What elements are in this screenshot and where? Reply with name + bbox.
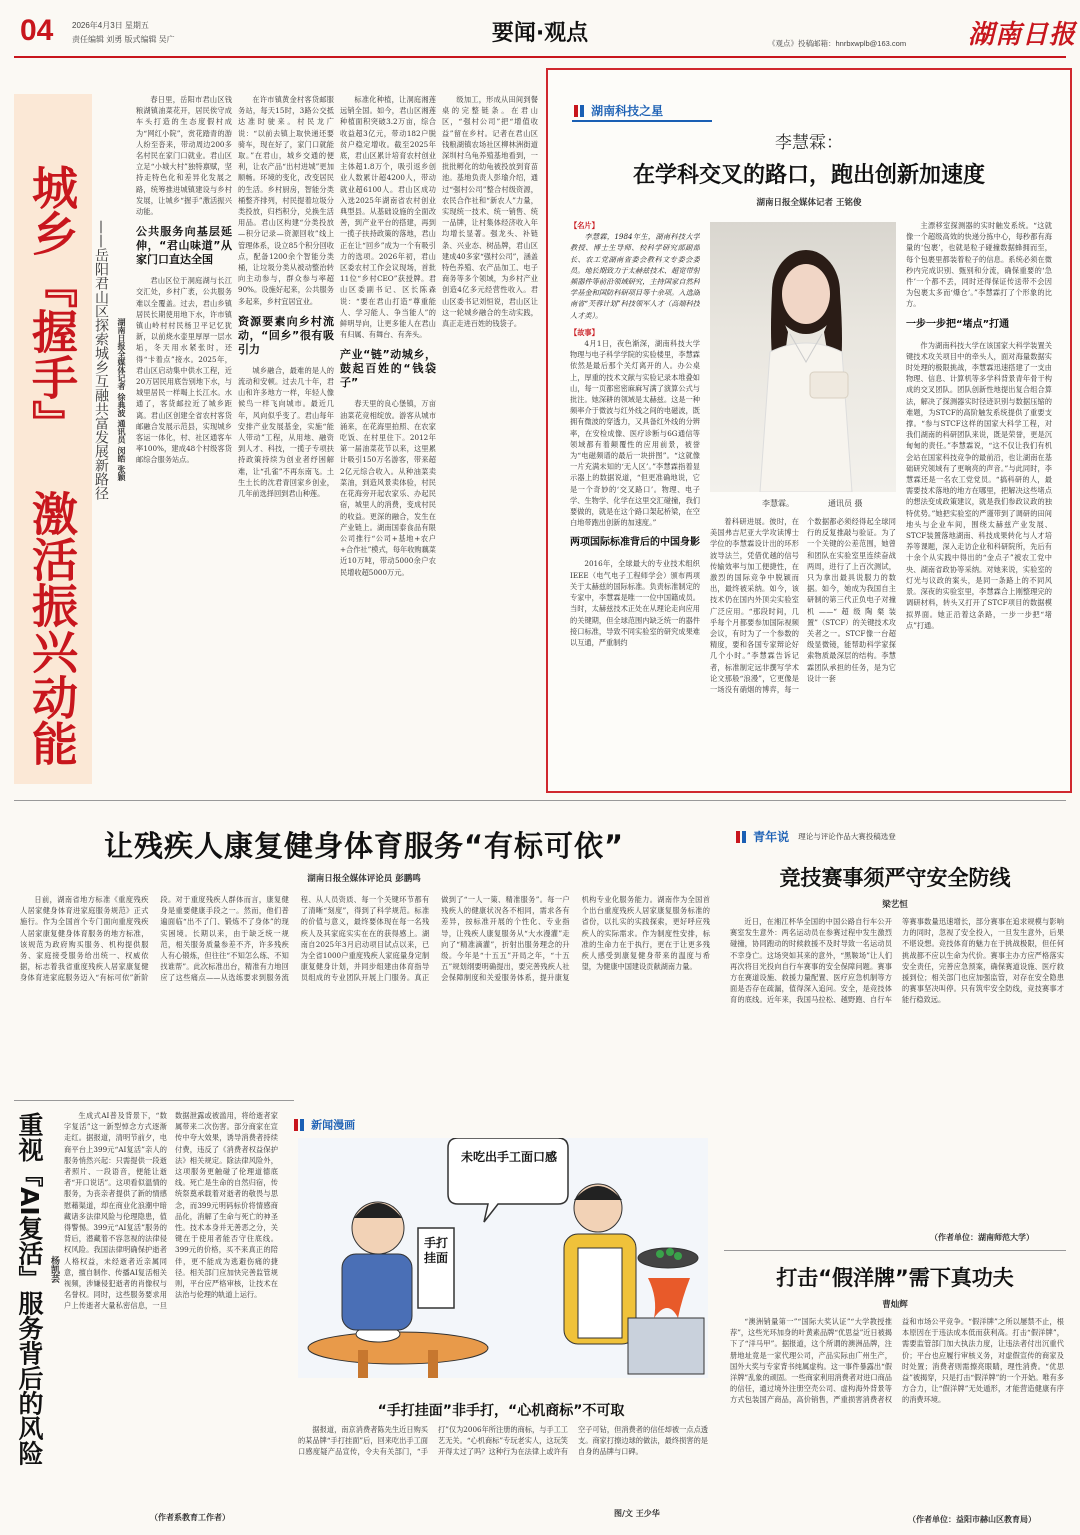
youth-logo-icon xyxy=(734,830,748,844)
story-left-col-2a: 在许市镇黄金村客货邮服务站，每天15时，3路公交抵达准时驶来。村民龙广说：“以前去镇上取快递还要骑车，现在好了，家门口就能取。”在君山，城乡交通的便利，让农产品“出村进城”更加顺畅。环境的变化，改变居民的生活。乡村厨房，智能分类桶整齐排列，村民提着垃圾分类投放，归档积分，兑换生活用品。君山区构建“分类投放—积分记录—资源回收”线上管理体系，设立85个积分回收点，配备1200余个智能分类桶，让垃圾分类从被动整治转向主动参与，群众参与率超90%。设施好起来，公共服务多起来，乡村宜居宜业。 xyxy=(238,95,334,306)
cartoon-illustration xyxy=(298,1138,708,1378)
feature-kicker: 李慧霖： xyxy=(775,133,843,153)
hunan-daily-logo-icon xyxy=(572,104,586,118)
ai-text xyxy=(64,1110,278,1506)
masthead-logo: 湖南日报 xyxy=(968,20,1077,50)
feature-story-d: 主漂移室探测器的实时触发系统。“这就像一个超级高效的快递分拣中心，每秒都有海量的‘包裹’，也就是粒子碰撞数据蜂拥而至，每个包裹里都装着粒子的信息。系统必须在微秒内完成识别、甄别和分流，确保重要的‘急件’一个都不丢，同时还得保证传送带不会因为包裹太多而‘爆仓’。”李慧霖打了个形象的比方。 xyxy=(906,221,1052,309)
story-left-title-3: 激活振兴动能 xyxy=(25,490,79,766)
cartoon-column-label: 新闻漫画 xyxy=(311,1118,356,1132)
story-left-col-4a: 级加工，形成从田间到餐桌的完整链条。在君山区，“强村公司”把“增值收益”留在乡村。记者在君山区钱粮湖镇农场社区柳林洲街道深圳村乌龟养殖基地看到，一批批孵化的幼龟被投放到育苗池。基地负责人彭瑜介绍，通过“强村公司”整合村级资源，农民合作社和“新农人”力量，实现统一技术、统一销售、统一品牌，让村集体经济收入年均增长显著。强龙头、补链条、兴业态、树品牌，君山区建成40多家“强村公司”，涵盖特色养殖、农产品加工、电子商务等多个领域，为乡村产业创造4亿多元经营性收入。君山区委书记刘恒说，君山区让这一轮城乡融合的生动实践，真正走进百姓的钱袋子。 xyxy=(442,95,538,329)
noodle-cartoon-icon xyxy=(298,1138,708,1378)
feature-byline: 湖南日报全媒体记者 王铭俊 xyxy=(756,198,862,208)
feature-column-tag xyxy=(572,100,663,119)
fake-text xyxy=(730,1316,1064,1510)
cartoon-text xyxy=(298,1424,708,1504)
story-left-title-1: 城乡 xyxy=(25,164,79,256)
feature-title: 在学科交叉的路口，跑出创新加速度 xyxy=(632,163,985,188)
photo-credit: 通讯员 摄 xyxy=(828,499,863,508)
fake-author: 曹灿辉 xyxy=(882,1300,908,1310)
youth-tagline: 理论与评论作品大赛投稿选登 xyxy=(798,832,896,841)
cartoon-sign-text: 手打挂面 xyxy=(423,1236,448,1265)
ai-body: 生成式AI普及背景下，“数字复活”这一新型悼念方式逐渐走红。据报道，清明节前夕，电商平台上399元“AI复活”亲人的服务悄然兴起：只需提供一段逝者照片、一段语音，便能让逝者“开口说话”。这项看似温情的服务，为丧亲者提供了新的情感慰藉渠道，却在商业化浪潮中暗藏诸多法律风险与伦理隐患，值得警惕。399元“AI复活”服务的背后，潜藏着不容忽视的法律侵权风险。我国法律明确保护逝者人格权益，未经逝者近亲属同意，擅自制作、传播AI复活相关视频，涉嫌侵犯逝者的肖像权与名誉权。同时，这些服务要求用户上传逝者大量私密信息，一旦数据泄露或被滥用，将给逝者家属带来二次伤害。部分商家在宣传中夸大效果，诱导消费者持续付费，违反了《消费者权益保护法》相关规定。除法律风险外，这项服务更触碰了伦理道德底线。死亡是生命的自然归宿，传统祭奠承载着对逝者的敬畏与思念，而399元明码标价将情感商品化，消解了生命与死亡的神圣性。技术本身并无善恶之分，关键在于使用者能否守住底线。399元的价格，买不来真正的陪伴，更不能成为逃避伤痛的捷径。相关部门应加快完善监管规则，平台应严格审核，让技术在法治与伦理的轨道上运行。 xyxy=(64,1111,278,1311)
feature-story-e: 作为湖南科技大学在该国家大科学装置关键技术攻关项目中的牵头人，面对海量数据实时处理的极限挑战，李慧霖迅速搭建了一支由物理、信息、计算机等多学科背景青年骨干构成的交叉团队。团队创新性地提出复合组合算法，解决了探测器实时径迹识别与数据压缩的难题，为STCF的高阶触发系统提供了重要支撑。“参与STCF这样的国家大科学工程，对我们湖南的科研团队来说，既是荣誉，更是沉甸甸的责任。”李慧霖说，“这不仅让我们有机会站在国家科技竞争的最前沿，也让湖南在基础研究领域有了更响亮的声音。”与此同时，李慧霖还是一名农工党党员。“搞科研的人，最需要技术落地的地方在哪里，把解决这些堵点的想法变成政策建议，就是我们参政议政的独特优势。”她把实验室的严谨带到了调研的田间地头与企业车间，围绕太赫兹产业发展、STCF装置落地湖南、科技成果转化与人才培养等课题，深入走访企业和科研院所，先后有十余个从实践中得出的“金点子”被农工党中央、湖南省政协等采纳。对她来说，实验室的灯光与议政的案头，是同一条路上的不同风景。深夜的实验室里，李慧霖合上刚整理完的调研材料，转头又打开了STCF项目的数据模拟界面。她正沿着这条路，一步一步把“堵点”打通。 xyxy=(906,340,1052,630)
page-number: 04 xyxy=(20,14,54,47)
sport-body: 日前，湖南省地方标准《重度残疾人居家健身体育进家庭服务规范》正式施行。作为全国首个专门面向重度残疾人居家康复健身体育服务的地方标准，该规范为政府购买服务、机构提供服务、家庭接受服务给出统一、权威依据，标志着我省重度残疾人居家康复健身体育进家庭服务迈入“有标可依”新阶段。对于重度残疾人群体而言，康复健身是重要健康手段之一。然而，他们普遍面临“出不了门、锻炼不了身体”的现实困境。长期以来，由于缺乏统一规范，相关服务质量参差不齐，许多残疾人有心锻炼，但往往“不知怎么练、不知找谁帮”。此次标准出台，精准有力地回应了这些痛点——从选练要求到服务流程、从人员资质、每一个关键环节都有了清晰“刻度”，得到了科学规范。标准的价值与意义，最终要体现在每一名残疾人及其家庭实实在在的获得感上。湖南自2025年3月启动项目试点以来，已为全省1000户重度残疾人家庭量身定制康复健身计划，并同步组建由体育指导员组成的专业团队开展上门服务。真正做到了“一人一策、精准服务”。每一户残疾人的健康状况各不相同，需求各有差异，按标准开展的个性化、专业指导，让残疾人康复服务从“大水漫灌”走向了“精准滴灌”，折射出服务理念的升级。今年是“十五五”开局之年，“十五五”规划纲要明确提出，要完善残疾人社会保障制度和关爱服务体系，提升康复机构专业化服务能力。湖南作为全国首个出台重度残疾人居家康复服务标准的省份，以扎实的实践探索，更好呼应残疾人的实际需求。作为制度性安排，标准的生命力在于执行，更在于让更多残疾人感受到康复健身带来的温度与希望，为健康中国建设贡献湖南力量。 xyxy=(20,895,710,983)
ai-author: 杨凯芸 xyxy=(49,1256,59,1283)
portrait-photo xyxy=(710,222,896,492)
story-left-col-3a: 标准化种植，让洞庭湘莲远销全国。如今，君山区湘莲种植面积突破3.2万亩，综合收益超3亿元，带动182户脱贫户稳定增收。截至2025年底，君山区累计培育农村创业主体超1.8万个，吸引返乡创业人数累计超4200人，带动就业超6100人。君山区成功入选2025年湖南省农村创业典型县。从基础设施的全面改善，到产业平台的搭建，再到一揽子扶持政策的落地，君山正在让“回乡”成为一个有吸引力的选项。2026年初，君山区委农村工作会议现场，首批11位“乡村CEO”获授牌。君山区委副书记、区长陈森说：“要在君山打造“尊重能人、学习能人、争当能人”的鲜明导向，让更多能人在君山有归属、有舞台、有奔头。 xyxy=(340,95,436,340)
ai-title: 重视『AI复活』服务背后的风险 xyxy=(15,1112,44,1466)
feature-subhead-1: 两项国际标准背后的中国身影 xyxy=(570,537,700,549)
story-left-col-1 xyxy=(136,94,232,784)
feature-profile: 李慧霖，1984年生，湖南科技大学教授、博士生导师、校科学研究部副部长、农工党湖南省委会教科文专委会委员。地长期致力于太赫兹技术、超宽带射频器件等前沿领域研究，主持国家自然科学基金和国防科研项目等十余项。入选湖南省“芙蓉计划”科技领军人才（高端科技人才类）。 xyxy=(570,232,700,320)
story-left-title-block xyxy=(14,94,92,784)
feature-column-rule xyxy=(572,120,712,122)
sport-title: 让残疾人康复健身体育服务“有标可依” xyxy=(103,829,625,863)
mid-divider xyxy=(14,800,1066,801)
story-left-col-2 xyxy=(238,94,334,784)
sport-byline: 湖南日报全媒体评论员 彭鹏鸣 xyxy=(307,874,421,884)
feature-col-3 xyxy=(906,220,1052,788)
feature-story-c: 着科研进展。彼时，在美国弗吉尼亚大学攻读博士学位的李慧霖设计出的环形波导法兰，凭借优越的信号传输效率与加工便捷性，在激烈的国际竞争中脱颖而出，最终被采纳。如今，该技术仍在国内外顶尖实验室广泛应用。“那段时间，几乎每个月都要参加国际视频会议，有时为了一个参数的精度，要和各国专家辩论好几个小时。”李慧霖告诉记者，标准制定远非撰写学术论文那般“浪漫”，它更像是一场没有硝烟的博弈，每一个数据都必须经得起全球同行的反复推敲与验证。为了一个关键的公差范围，她曾和团队在实验室里连续奋战两周，进行了上百次测试，只为拿出最具说服力的数据。如今，她成为我国自主研制的第三代正负电子对撞机——“超级陶粲装置”（STCF）的关键技术攻关者之一。STCF像一台超级显微镜，能帮助科学家探索物质最深层的结构。李慧霖团队承担的任务，是为它设计一套 xyxy=(710,517,896,695)
feature-profile-tag: 【名片】 xyxy=(570,221,599,230)
photo-caption: 李慧霖。 xyxy=(762,499,794,508)
youth-text xyxy=(730,916,1064,1226)
youth-column-tag xyxy=(734,826,896,845)
story-left-col-1b: 君山区位于洞庭湖与长江交汇处，乡村广袤，公共服务难以全覆盖。过去，君山乡镇居民长期使用地下水，许市镇镇山岭村村民杨卫平记忆犹新，以前烧水壶里厚厚一层水垢，冬天用水紧张时，还得“卡着点”接水。2025年，君山区启动集中供水工程，近20万居民用底告别地下水，与城里居民一样喝上长江水。水通了，客货邮拉近了城乡距离。君山区创建全省农村客货邮融合发展示范县，实现城乡客运一体化，村、社区通客车率100%，建成48个村级客货邮综合服务站点。 xyxy=(136,276,232,465)
feature-col-1 xyxy=(570,220,700,788)
youth-column-label: 青年说 xyxy=(753,830,790,844)
cartoon-credit: 图/文 王少华 xyxy=(614,1508,660,1518)
feature-story-tag: 【故事】 xyxy=(570,327,599,337)
story-left-lead: 春日里，岳阳市君山区钱粮湖镇油菜花开，居民俟守成车头打造的生态度假村成为“网红小院”，赏花踏青的游人纷至沓来，带动周边200多名村民在家门口就业。君山区立足“小城大村”独特禀赋，坚持走特色化和差异化发展之路，统筹推进城镇建设与乡村发展，让城乡“握手”激活振兴动能。 xyxy=(136,95,232,217)
page-editors: 责任编辑 刘勇 版式编辑 吴广 xyxy=(72,35,175,44)
cartoon-logo-icon xyxy=(292,1118,306,1132)
feature-subhead-2: 一步一步把“堵点”打通 xyxy=(906,318,1010,330)
story-left-col-4 xyxy=(442,94,538,784)
header-rule xyxy=(14,56,1066,58)
youth-body: 近日，在湘江杯华全国的中国公路自行车公开赛室发生意外：两名运动员在参赛过程中发生激烈碰撞，协同跑动的时候救援不及时导致一名运动员不幸身亡。这场突如其来的意外，“黑鞍场”让人们再次将目光投向自行车赛事的安全保障问题。赛事方在赛道设施、救援力量配置、医疗应急机制等方面是否存在疏漏，值得深入追问。安全，是竞技体育的底线。近年来，我国马拉松、越野跑、自行车等赛事数量迅速增长，部分赛事在追求规模与影响力的同时，忽视了安全投入，一旦发生意外，后果不堪设想。竞技体育的魅力在于挑战极限，但任何挑战都不应以生命为代价。赛事主办方应严格落实安全责任，完善应急预案，确保赛道设施、医疗救援到位；相关部门也应加强监管，对存在安全隐患的赛事坚决叫停。只有筑牢安全防线，竞技赛事才能行稳致远。 xyxy=(730,917,1064,1005)
feature-story-a: 4月1日，夜色渐深，湖南科技大学物理与电子科学学院的实验楼里，李慧霖依然是最后那个关灯离开的人。办公桌上，厚重的技术文献与实验记录本堆叠如山，每一页都密密麻麻写满了演算公式与批注。她深耕的领域是太赫兹。这是一种频率介于微波与红外线之间的电磁波，既拥有微波的穿透力，又具备红外线的分辨率，在安检成像、医疗诊断与6G通信等领域都有着颠覆性的应用前景，被誉为“电磁频谱的最后一块拼图”。“这就像一片充满未知的‘无人区’。”李慧霖指着显示器上的数据说道，“但更准确地说，它是一个奇妙的‘交叉路口’。物理、电子学、生物学、化学在这里交汇碰撞，我们要做的，就是在这个路口架起桥梁，在空白地带跑出创新的加速度。” xyxy=(570,339,700,528)
cartoon-box xyxy=(288,1110,714,1522)
youth-author: 梁艺恒 xyxy=(882,900,908,910)
cartoon-column-tag xyxy=(292,1114,355,1133)
story-left-title-2: 『握手』 xyxy=(25,262,79,446)
story-left-subhead-3: 产业“链”动城乡，鼓起百姓的“钱袋子” xyxy=(340,348,436,390)
contribution-email: 《观点》投稿邮箱：hnrbxwplb@163.com xyxy=(768,39,907,48)
cartoon-bubble-text: 未吃出手工面口感 xyxy=(460,1150,557,1164)
right-divider xyxy=(724,1250,1066,1251)
story-left-subhead-1: 公共服务向基层延伸，“君山味道”从家门口直达全国 xyxy=(136,225,232,267)
feature-col-2 xyxy=(710,516,896,788)
story-left-subhead-2: 资源要素向乡村流动，“回乡”很有吸引力 xyxy=(238,314,334,356)
sport-text xyxy=(20,894,710,1094)
fake-credit: （作者单位：益阳市赫山区教育局） xyxy=(908,1514,1036,1524)
youth-credit: （作者单位：湖南师范大学） xyxy=(930,1232,1034,1242)
story-left-byline: 湖南日报全媒体记者 徐典波 通讯员 闵皓 张颖 xyxy=(117,318,126,482)
story-left-subtitle: ——岳阳君山区探索城乡互融共富发展新路径 xyxy=(93,220,109,500)
fake-body: “澳洲销量第一”“国际大奖认证”“大学教授推荐”，这些光环加身的叶黄素品牌“优思益”近日被揭下了“洋马甲”。据报道，这个所谓的澳洲品牌，注册地址竟是一家代理公司，产品实际由广州生产，国外大奖与专家背书纯属虚构。这一事件暴露出“假洋牌”乱象的顽固。一些商家利用消费者对进口商品的信任，通过境外注册空壳公司、虚构海外背景等方式包装国产商品，高价销售，严重损害消费者权益和市场公平竞争。“假洋牌”之所以屡禁不止，根本原因在于违法成本低而获利高。打击“假洋牌”，需要监管部门加大执法力度，让违法者付出沉重代价；平台也应履行审核义务，对虚假宣传的商家及时处置；消费者则需擦亮眼睛，理性消费。“优思益”被揭穿，只是打击“假洋牌”的一个开始。唯有多方合力，让“假洋牌”无处遁形，才能营造健康有序的消费环境。 xyxy=(730,1317,1064,1405)
cartoon-title: “手打挂面”非手打，“心机商标”不可取 xyxy=(377,1403,625,1419)
woman-portrait-icon xyxy=(710,222,896,492)
page-header xyxy=(0,0,1080,60)
feature-box xyxy=(546,68,1072,793)
cartoon-body: 据报道，南京消费者陈先生近日购买的某品牌“手打挂面”后，回来吃出手工面口感度疑产品宣传，令夫有关部门，“手打”仅为2006年所注册的商标，与手工工艺无关。“心机商标”专玩老实人，这玩笑开得太过了吗？这种行为在法律上或许有空子可钻，但消费者的信任却被一点点透支。商家打擦边球的做法，最终损害的是自身的品牌与口碑。 xyxy=(298,1425,708,1457)
page-date: 2026年4月3日 星期五 xyxy=(72,21,149,30)
fake-title: 打击“假洋牌”需下真功夫 xyxy=(776,1266,1014,1290)
story-left-col-3b: 春天里的良心堡镇，万亩油菜花竞相绽放。游客从城市涌来，在花海里拍照、在农家吃饭、在村里住下。2012年第一届油菜花节以来，这里累计吸引150万名游客，带来超2亿元综合收入。从种油菜卖菜油，到造风景卖体验，村民在花海旁开起农家乐、办起民宿，城里人的消费，变成村民的收益。更深的融合，发生在产业链上。湖南国泰食品有限公司推行“公司+基地+农户+合作社”模式，每年收购藕菜近10万吨，带动5000余户农民增收超5000万元。 xyxy=(340,399,436,577)
story-left-col-3 xyxy=(340,94,436,784)
ai-rule xyxy=(14,1100,294,1101)
youth-title: 竞技赛事须严守安全防线 xyxy=(779,866,1011,890)
story-left-col-2b: 城乡融合，最难的是人的流动和安顿。过去几十年，君山和许多地方一样，年轻人像候鸟一样飞向城市。最近几年，风向似乎变了。君山每年安排产业发展基金，实施“能人带动”工程，从用地、融资到人才、科技，一揽子专项扶持政策持续为创业者纾困解难，让“孔雀”不再东南飞。土生土长的沈君青回家乡创业，几年前选择回到君山种莲。 xyxy=(238,365,334,499)
feature-story-b: 2016年，全球最大的专业技术组织IEEE（电气电子工程师学会）颁布两项关于太赫兹的国际标准。负责标准制定的专家中，李慧霖是唯一一位中国籍成员。当时，太赫兹技术正处在从理论走向应用的关键期，但全球范围内缺乏统一的器件接口标准，导致不同实验室的研究成果难以互通，严重制约 xyxy=(570,559,700,647)
ai-credit: （作者系教育工作者） xyxy=(150,1512,230,1522)
section-title: 要闻·观点 xyxy=(491,21,589,46)
feature-column-label: 湖南科技之星 xyxy=(591,104,664,118)
